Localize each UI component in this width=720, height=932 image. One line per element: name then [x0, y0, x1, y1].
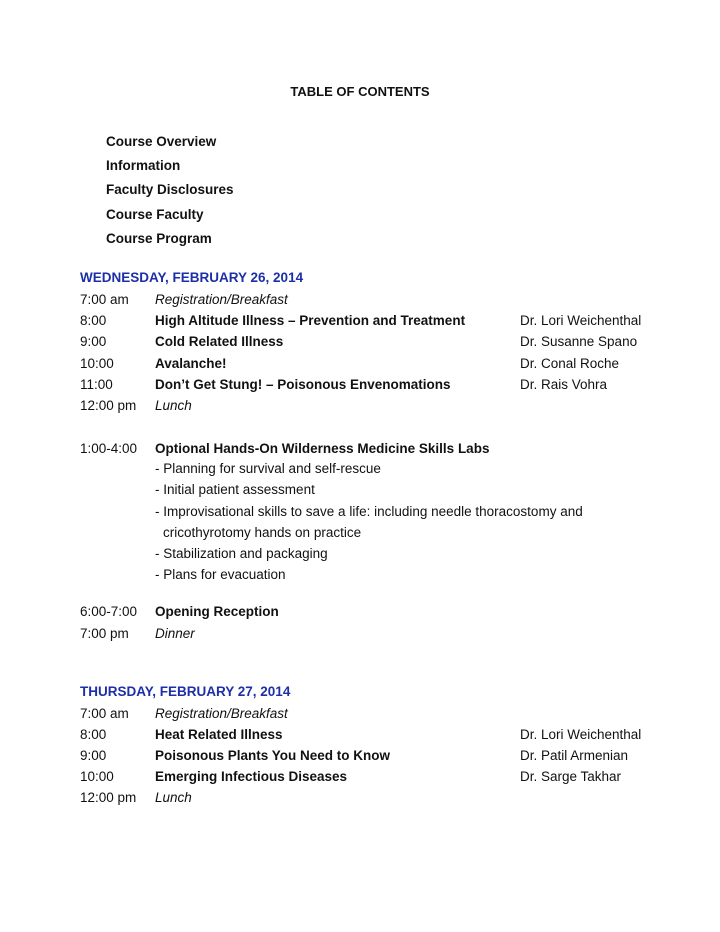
schedule-time: 7:00 am: [80, 706, 129, 721]
schedule-session-title: Avalanche!: [155, 356, 227, 371]
day-heading-wednesday: WEDNESDAY, FEBRUARY 26, 2014: [80, 270, 304, 285]
schedule-time: 9:00: [80, 748, 107, 763]
day-heading-thursday: THURSDAY, FEBRUARY 27, 2014: [80, 684, 291, 699]
page-title: TABLE OF CONTENTS: [290, 84, 430, 99]
schedule-speaker: Dr. Patil Armenian: [520, 748, 629, 763]
schedule-session-title: Don’t Get Stung! – Poisonous Envenomations: [155, 377, 451, 392]
schedule-time: 10:00: [80, 356, 114, 371]
schedule-event: Registration/Breakfast: [155, 292, 288, 307]
lab-item: - Plans for evacuation: [155, 567, 286, 582]
lab-item: - Stabilization and packaging: [155, 546, 328, 561]
schedule-time: 7:00 am: [80, 292, 129, 307]
schedule-event: Lunch: [155, 790, 192, 805]
lab-item-continuation: cricothyrotomy hands on practice: [163, 525, 362, 540]
schedule-time: 1:00-4:00: [80, 441, 138, 456]
schedule-speaker: Dr. Lori Weichenthal: [520, 727, 642, 742]
toc-item-course-overview[interactable]: Course Overview: [106, 134, 217, 149]
lab-item: - Initial patient assessment: [155, 482, 315, 497]
schedule-time: 7:00 pm: [80, 626, 129, 641]
toc-item-course-faculty[interactable]: Course Faculty: [106, 207, 204, 222]
lab-item: - Planning for survival and self-rescue: [155, 461, 381, 476]
schedule-time: 8:00: [80, 727, 107, 742]
schedule-session-title: Opening Reception: [155, 604, 279, 619]
schedule-time: 8:00: [80, 313, 107, 328]
toc-item-course-program[interactable]: Course Program: [106, 231, 212, 246]
toc-item-information[interactable]: Information: [106, 158, 181, 173]
schedule-speaker: Dr. Rais Vohra: [520, 377, 608, 392]
schedule-session-title: Cold Related Illness: [155, 334, 284, 349]
schedule-time: 12:00 pm: [80, 790, 137, 805]
toc-item-faculty-disclosures[interactable]: Faculty Disclosures: [106, 182, 234, 197]
schedule-session-title: Emerging Infectious Diseases: [155, 769, 348, 784]
schedule-event: Lunch: [155, 398, 192, 413]
schedule-time: 11:00: [80, 377, 113, 392]
schedule-session-title: High Altitude Illness – Prevention and Treatment: [155, 313, 466, 328]
schedule-time: 12:00 pm: [80, 398, 137, 413]
schedule-time: 10:00: [80, 769, 114, 784]
schedule-time: 9:00: [80, 334, 107, 349]
schedule-event: Dinner: [155, 626, 195, 641]
schedule-event: Registration/Breakfast: [155, 706, 288, 721]
lab-title: Optional Hands-On Wilderness Medicine Skills Labs: [155, 441, 490, 456]
schedule-speaker: Dr. Sarge Takhar: [520, 769, 622, 784]
schedule-speaker: Dr. Conal Roche: [520, 356, 620, 371]
lab-item: - Improvisational skills to save a life: including needle thoracostomy and: [155, 504, 583, 519]
schedule-time: 6:00-7:00: [80, 604, 138, 619]
schedule-speaker: Dr. Susanne Spano: [520, 334, 638, 349]
schedule-speaker: Dr. Lori Weichenthal: [520, 313, 642, 328]
schedule-session-title: Poisonous Plants You Need to Know: [155, 748, 391, 763]
schedule-session-title: Heat Related Illness: [155, 727, 283, 742]
